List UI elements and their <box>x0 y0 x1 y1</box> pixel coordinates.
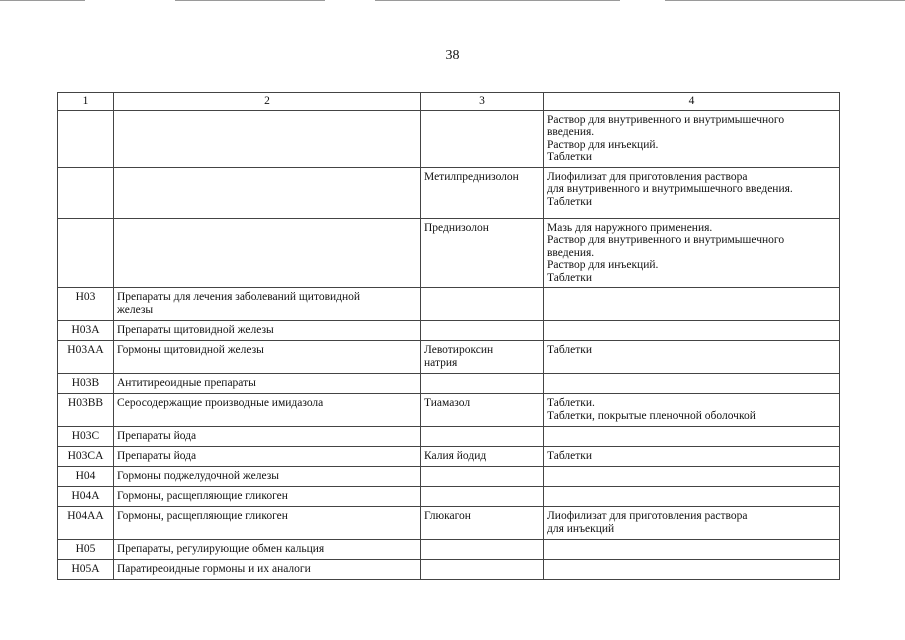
dosage-form-cell: Лиофилизат для приготовления раствора для внутривенного и внутримышечного введения. Таблетки <box>544 167 840 218</box>
group-name-cell: Препараты йода <box>114 427 421 447</box>
group-name-cell: Паратиреоидные гормоны и их аналоги <box>114 560 421 580</box>
dosage-form-cell <box>544 427 840 447</box>
table-row <box>58 218 840 288</box>
group-name-cell: Препараты, регулирующие обмен кальция <box>114 540 421 560</box>
table-row <box>58 540 840 560</box>
table-row <box>58 467 840 487</box>
table-row <box>58 288 840 321</box>
group-name-cell: Гормоны щитовидной железы <box>114 341 421 374</box>
drug-name-cell: Левотироксин натрия <box>421 341 544 374</box>
table-row <box>58 447 840 467</box>
dosage-form-cell: Раствор для внутривенного и внутримышечного введения. Раствор для инъекций. Таблетки <box>544 110 840 167</box>
drug-name-cell <box>421 374 544 394</box>
atc-code-cell: H03C <box>58 427 114 447</box>
dosage-form-cell <box>544 288 840 321</box>
drug-name-cell: Калия йодид <box>421 447 544 467</box>
drug-name-cell <box>421 487 544 507</box>
atc-code-cell: H03A <box>58 321 114 341</box>
group-name-cell: Гормоны, расщепляющие гликоген <box>114 507 421 540</box>
dosage-form-cell <box>544 374 840 394</box>
drug-name-cell: Метилпреднизолон <box>421 167 544 218</box>
drug-name-cell <box>421 427 544 447</box>
dosage-form-cell: Лиофилизат для приготовления раствора для инъекций <box>544 507 840 540</box>
dosage-form-cell <box>544 467 840 487</box>
scan-edge-line <box>665 0 905 1</box>
atc-code-cell: H03CA <box>58 447 114 467</box>
column-number: 4 <box>544 93 840 111</box>
dosage-form-cell: Таблетки <box>544 341 840 374</box>
atc-code-cell: H03 <box>58 288 114 321</box>
drug-name-cell: Глюкагон <box>421 507 544 540</box>
dosage-form-cell: Мазь для наружного применения. Раствор для внутривенного и внутримышечного введения. Раствор для инъекций. Таблетки <box>544 218 840 288</box>
table-row <box>58 507 840 540</box>
atc-code-cell: H04AA <box>58 507 114 540</box>
group-name-cell: Препараты щитовидной железы <box>114 321 421 341</box>
group-name-cell: Препараты для лечения заболеваний щитовидной железы <box>114 288 421 321</box>
group-name-cell: Гормоны поджелудочной железы <box>114 467 421 487</box>
atc-code-cell <box>58 167 114 218</box>
drug-name-cell: Преднизолон <box>421 218 544 288</box>
drug-name-cell: Тиамазол <box>421 394 544 427</box>
drug-name-cell <box>421 560 544 580</box>
atc-code-cell: H05A <box>58 560 114 580</box>
column-number: 3 <box>421 93 544 111</box>
group-name-cell: Препараты йода <box>114 447 421 467</box>
table-row <box>58 394 840 427</box>
dosage-form-cell <box>544 560 840 580</box>
column-number: 2 <box>114 93 421 111</box>
table-header-row <box>58 93 840 111</box>
table-row <box>58 167 840 218</box>
table-body <box>58 93 840 580</box>
atc-code-cell <box>58 218 114 288</box>
group-name-cell: Серосодержащие производные имидазола <box>114 394 421 427</box>
atc-code-cell: H03BB <box>58 394 114 427</box>
drug-name-cell <box>421 110 544 167</box>
table-row <box>58 321 840 341</box>
dosage-form-cell <box>544 540 840 560</box>
table-row <box>58 374 840 394</box>
drug-name-cell <box>421 288 544 321</box>
dosage-form-cell: Таблетки. Таблетки, покрытые пленочной оболочкой <box>544 394 840 427</box>
scan-edge-line <box>0 0 85 1</box>
group-name-cell: Антитиреоидные препараты <box>114 374 421 394</box>
group-name-cell <box>114 167 421 218</box>
atc-code-cell: H05 <box>58 540 114 560</box>
dosage-form-cell <box>544 487 840 507</box>
atc-code-cell: H03AA <box>58 341 114 374</box>
atc-code-cell: H04 <box>58 467 114 487</box>
drug-name-cell <box>421 321 544 341</box>
table-row <box>58 110 840 167</box>
group-name-cell <box>114 110 421 167</box>
table-row <box>58 341 840 374</box>
table-row <box>58 427 840 447</box>
group-name-cell <box>114 218 421 288</box>
table-row <box>58 560 840 580</box>
drug-name-cell <box>421 467 544 487</box>
dosage-form-cell: Таблетки <box>544 447 840 467</box>
table-row <box>58 487 840 507</box>
drug-classification-table <box>57 92 840 580</box>
column-number: 1 <box>58 93 114 111</box>
atc-code-cell <box>58 110 114 167</box>
atc-code-cell: H04A <box>58 487 114 507</box>
atc-code-cell: H03B <box>58 374 114 394</box>
drug-name-cell <box>421 540 544 560</box>
page-number: 38 <box>445 48 460 63</box>
scan-edge-line <box>375 0 620 1</box>
dosage-form-cell <box>544 321 840 341</box>
scan-edge-line <box>175 0 325 1</box>
group-name-cell: Гормоны, расщепляющие гликоген <box>114 487 421 507</box>
